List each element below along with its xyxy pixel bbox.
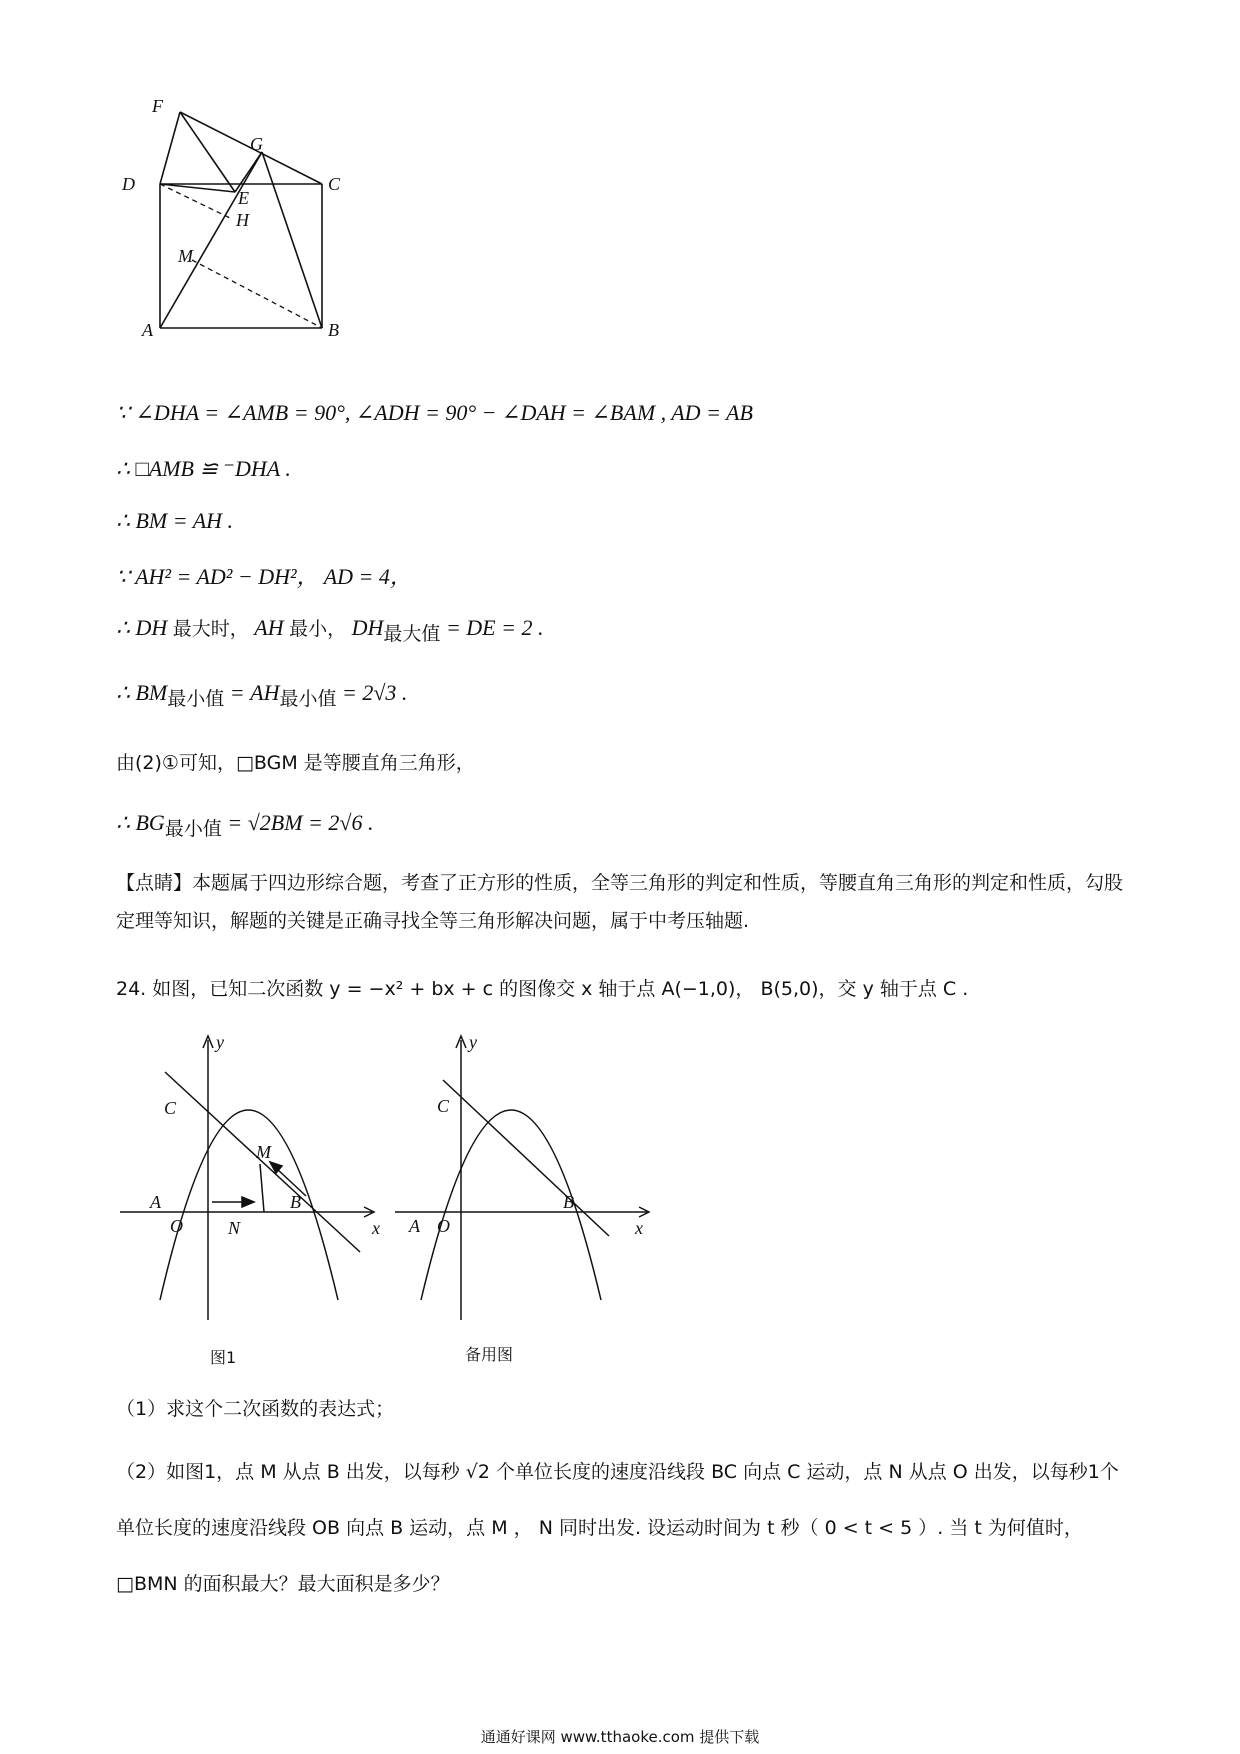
label-C: C <box>328 174 341 194</box>
label-H: H <box>236 210 249 230</box>
figure-backup <box>385 1030 665 1370</box>
l5-f: = DE = 2 . <box>440 615 544 640</box>
label-E: E <box>238 188 249 208</box>
fig1-label-N: N <box>228 1218 241 1238</box>
l6-sub2: 最小值 <box>279 688 337 711</box>
l6-c: = 2√3 . <box>336 680 408 705</box>
proof-line-3: ∴ BM = AH . <box>116 508 234 533</box>
label-D: D <box>122 174 135 194</box>
question-24: 24. 如图，已知二次函数 y = −x² + bx + c 的图像交 x 轴于点 A(−1,0)， B(5,0)，交 y 轴于点 C . <box>116 978 969 1000</box>
l5-c: AH <box>248 615 290 640</box>
fig1-label-C: C <box>164 1098 177 1118</box>
fig1-label-y: y <box>216 1032 224 1052</box>
fig1-label-x: x <box>372 1218 380 1238</box>
label-F: F <box>152 96 163 116</box>
l5-b: 最大时， <box>172 618 249 640</box>
label-A: A <box>142 320 153 340</box>
proof-line-1: ∵ ∠DHA = ∠AMB = 90°, ∠ADH = 90° − ∠DAH = ∠BAM , AD = AB <box>116 400 753 425</box>
proof-line-7: 由(2)①可知，□BGM 是等腰直角三角形， <box>116 752 475 774</box>
fig2-label-B: B <box>563 1192 574 1212</box>
proof-line-6 <box>116 680 407 711</box>
label-G: G <box>250 134 263 154</box>
fig2-label-x: x <box>635 1218 643 1238</box>
fig2-label-C: C <box>437 1096 450 1116</box>
fig2-label-O: O <box>437 1216 450 1236</box>
proof-line-8 <box>116 810 373 841</box>
l8-a: ∴ BG <box>116 810 165 835</box>
fig1-label-O: O <box>170 1216 183 1236</box>
l6-a: ∴ BM <box>116 680 168 705</box>
l8-sub: 最小值 <box>164 818 222 841</box>
square-figure <box>122 96 360 380</box>
proof-line-2: ∴ □AMB ≌ ⁻DHA . <box>116 456 291 481</box>
fig2-caption: 备用图 <box>465 1345 514 1364</box>
fig1-caption: 图1 <box>210 1348 237 1367</box>
figure-1 <box>110 1030 390 1370</box>
proof-line-5 <box>116 614 543 646</box>
l6-sub1: 最小值 <box>167 688 225 711</box>
comment-paragraph: 【点睛】本题属于四边形综合题，考查了正方形的性质，全等三角形的判定和性质，等腰直角三角形的判定和性质，勾股定理等知识，解题的关键是正确寻找全等三角形解决问题，属于中考压轴题. <box>116 872 1124 932</box>
l5-e: DH <box>346 615 384 640</box>
footer: 通通好课网 www.tthaoke.com 提供下载 <box>480 1728 760 1746</box>
fig1-label-M: M <box>256 1142 271 1162</box>
fig2-label-A: A <box>409 1216 420 1236</box>
label-B: B <box>328 320 339 340</box>
fig1-label-B: B <box>290 1192 301 1212</box>
l5-a: ∴ DH <box>116 615 173 640</box>
l5-d: 最小， <box>289 618 347 640</box>
fig1-label-A: A <box>150 1192 161 1212</box>
l8-b: = √2BM = 2√6 . <box>221 810 374 835</box>
l5-sub: 最大值 <box>383 623 441 646</box>
label-M: M <box>178 246 193 266</box>
sub-question-2: （2）如图1，点 M 从点 B 出发，以每秒 √2 个单位长度的速度沿线段 BC 向点 C 运动，点 N 从点 O 出发，以每秒1个单位长度的速度沿线段 OB 向点 B 运动，点 M ， N 同时出发. 设运动时间为 t 秒（ 0 < t < 5 ）. 当 t 为何值时，□BMN 的面积最大？最大面积是多少？ <box>116 1461 1119 1595</box>
l6-b: = AH <box>224 680 280 705</box>
fig2-label-y: y <box>469 1032 477 1052</box>
sub-question-1: （1）求这个二次函数的表达式； <box>116 1398 395 1420</box>
proof-line-4: ∵ AH² = AD² − DH²， AD = 4， <box>116 564 412 589</box>
